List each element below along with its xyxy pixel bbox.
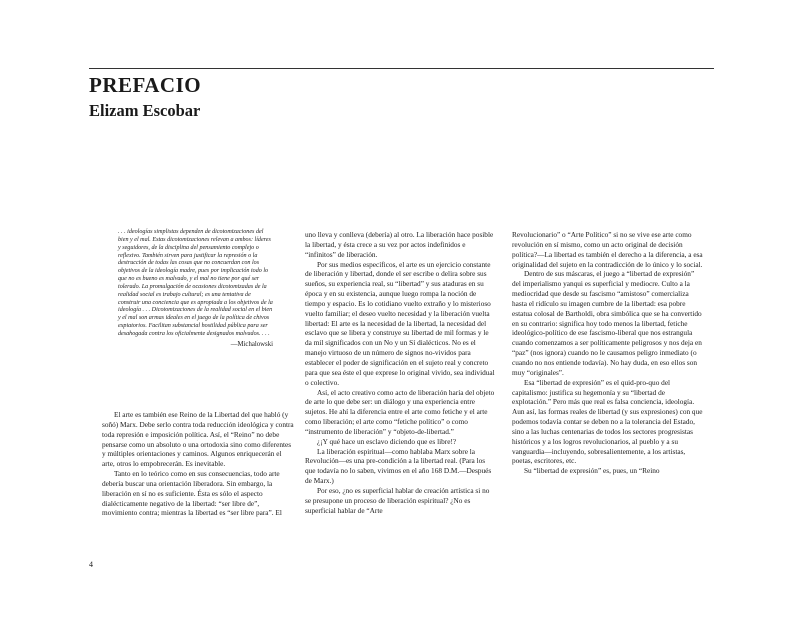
paragraph: La liberación espiritual—como hablaba Marx sobre la Revolución—es una pre-condición a la libertad real. (Para los que todavía no lo saben, vivimos en el año 168 D.M.—Después de Marx.) (305, 446, 492, 486)
paragraph: ¿¡Y qué hace un esclavo diciendo que es libre!? (317, 436, 457, 446)
page-number: 4 (89, 560, 93, 569)
epigraph (118, 229, 273, 349)
paragraph: Esa “libertad de expresión” es el quid-pro-quo del capitalismo: justifica su hegemonía y su “libertad de explotación.” Pero más que real es falsa conciencia, ideología. Aun así, las formas reales de libertad (y sus expresiones) con que podemos todavía contar se deben no a la tolerancia del Estado, sino a las luchas centenarias de todos los sectores progresistas históricos y a los logros revolucionarios, al pueblo y a su vanguardia—incluyendo, sobresalientemente, a los artistas, poetas, escritores, etc. (512, 377, 703, 466)
paragraph: Revolucionario” o “Arte Político” si no se vive ese arte como revolución en sí mismo, como un acto original de decisión política?—La libertad es también el derecho a la diferencia, a esa originalidad del sujeto en la contradicción de lo único y lo social. (512, 230, 703, 269)
paragraph: Por eso, ¿no es superficial hablar de creación artística si no se presupone un proceso de liberación espiritual? ¿No es superficial hablar de “Arte (305, 485, 490, 515)
paragraph: Tanto en lo teórico como en sus consecuencias, todo arte debería buscar una orientación liberadora. Sin embargo, la liberación en sí no es suficiente. Ésta es sólo el aspecto dialécticamente negativo de la libertad: “ser libre de”, movimiento contra; mientras la libertad es “ser libre para”. El (102, 469, 282, 518)
paragraph: Su “libertad de expresión” es, pues, un “Reino (524, 466, 660, 476)
text-column-3 (512, 230, 704, 476)
epigraph-attribution: —Michalowski (230, 340, 273, 348)
header-rule (89, 68, 714, 69)
author-name: Elizam Escobar (89, 101, 201, 120)
paragraph: Así, el acto creativo como acto de liberación haría del objeto de arte lo que debe ser: un diálogo y una experiencia entre sujetos. He ahí la diferencia entre el arte como fetiche y el arte como liberación; el arte como “fetiche político” o como “instrumento de liberación” y “objeto-de-libertad.” (305, 387, 495, 436)
text-column-2 (305, 230, 497, 515)
paragraph: El arte es también ese Reino de la Libertad del que habló (y soñó) Marx. Debe serlo contra toda reducción ideológica y contra toda represión e imposición política. Así, el “Reino” no debe pensarse como un absoluto o una ortodoxia sino como diferentes y múltiples orientaciones y caminos. Algunos enriquecerán el arte, otros lo empobrecerán. Es inevitable. (102, 410, 294, 469)
paragraph: uno lleva y conlleva (debería) al otro. La liberación hace posible la libertad, y ésta crece a su vez por actos indefinidos e “infinitos” de liberación. (305, 230, 494, 259)
page-title: PREFACIO (89, 73, 202, 97)
paragraph: Por sus medios específicos, el arte es un ejercicio constante de liberación y libertad, donde el ser escribe o delira sobre sus sueños, su experiencia real, su “libertad” y sus ataduras en su época y en su existencia, aunque luego rompa la noción de tiempo y espacio. Es lo cotidiano vuelto extraño y lo misterioso vuelto familiar; el deseo vuelto necesidad y la liberación vuelta libertad: El arte es la necesidad de la libertad, la necesidad del esclavo que se libera y construye su libertad de mil formas y le da mil significados con un No y un Sí dialécticos. No es el manejo virtuoso de un número de signos no-vividos para establecer el poder de significación en el sujeto real y concreto para que sea éste el que exprese lo original vivido, sea individual o colectivo. (305, 259, 495, 387)
paragraph: Dentro de sus máscaras, el juego a “libertad de expresión” del imperialismo yanqui es superficial y mediocre. Culto a la mediocridad que desde su fascismo “amistoso” comercializa hasta el ridículo su imagen cumbre de la libertad: esa pobre estatua colosal de Bartholdi, obra simbólica que se ha convertido en su contrario: significa hoy todo menos la libertad, fetiche ideológico-político de ese fascismo-liberal que nos estrangula cuando comenzamos a ser políticamente peligrosos y nos deja en “paz” (nos ignora) cuando no le causamos peligro inmediato (o cuando no nos entiende todavía). No hay duda, en eso ellos son muy “originales”. (512, 269, 702, 377)
epigraph-text: . . . ideologías simplistas dependen de dicotomizaciones del bien y el mal. Estas dicotomizaciones relevan a ambos: líderes y seguidores, de la disciplina del pensamiento complejo o reflexivo. También sirven para justificar la represión o la destrucción de todas las cosas que no concuerdan con los objetivos de la ideología madre, pues por implicación todo lo que no es bueno es malvado, y el mal no tiene por qué ser tolerado. La promulgación de ocasiones dicotomizadas de la realidad social es trabajo cultural; es una tentativa de construir una conciencia que es apropiada a los objetivos de la ideología . . . Dicotomizaciones de la realidad social en el bien y el mal son armas ideales en el juego de la política de chivos expiatorios. Facilitan substancial hostilidad pública para ser desahogada contra los oficialmente designados malvados. . . . (118, 229, 273, 337)
text-column-1 (102, 410, 294, 518)
